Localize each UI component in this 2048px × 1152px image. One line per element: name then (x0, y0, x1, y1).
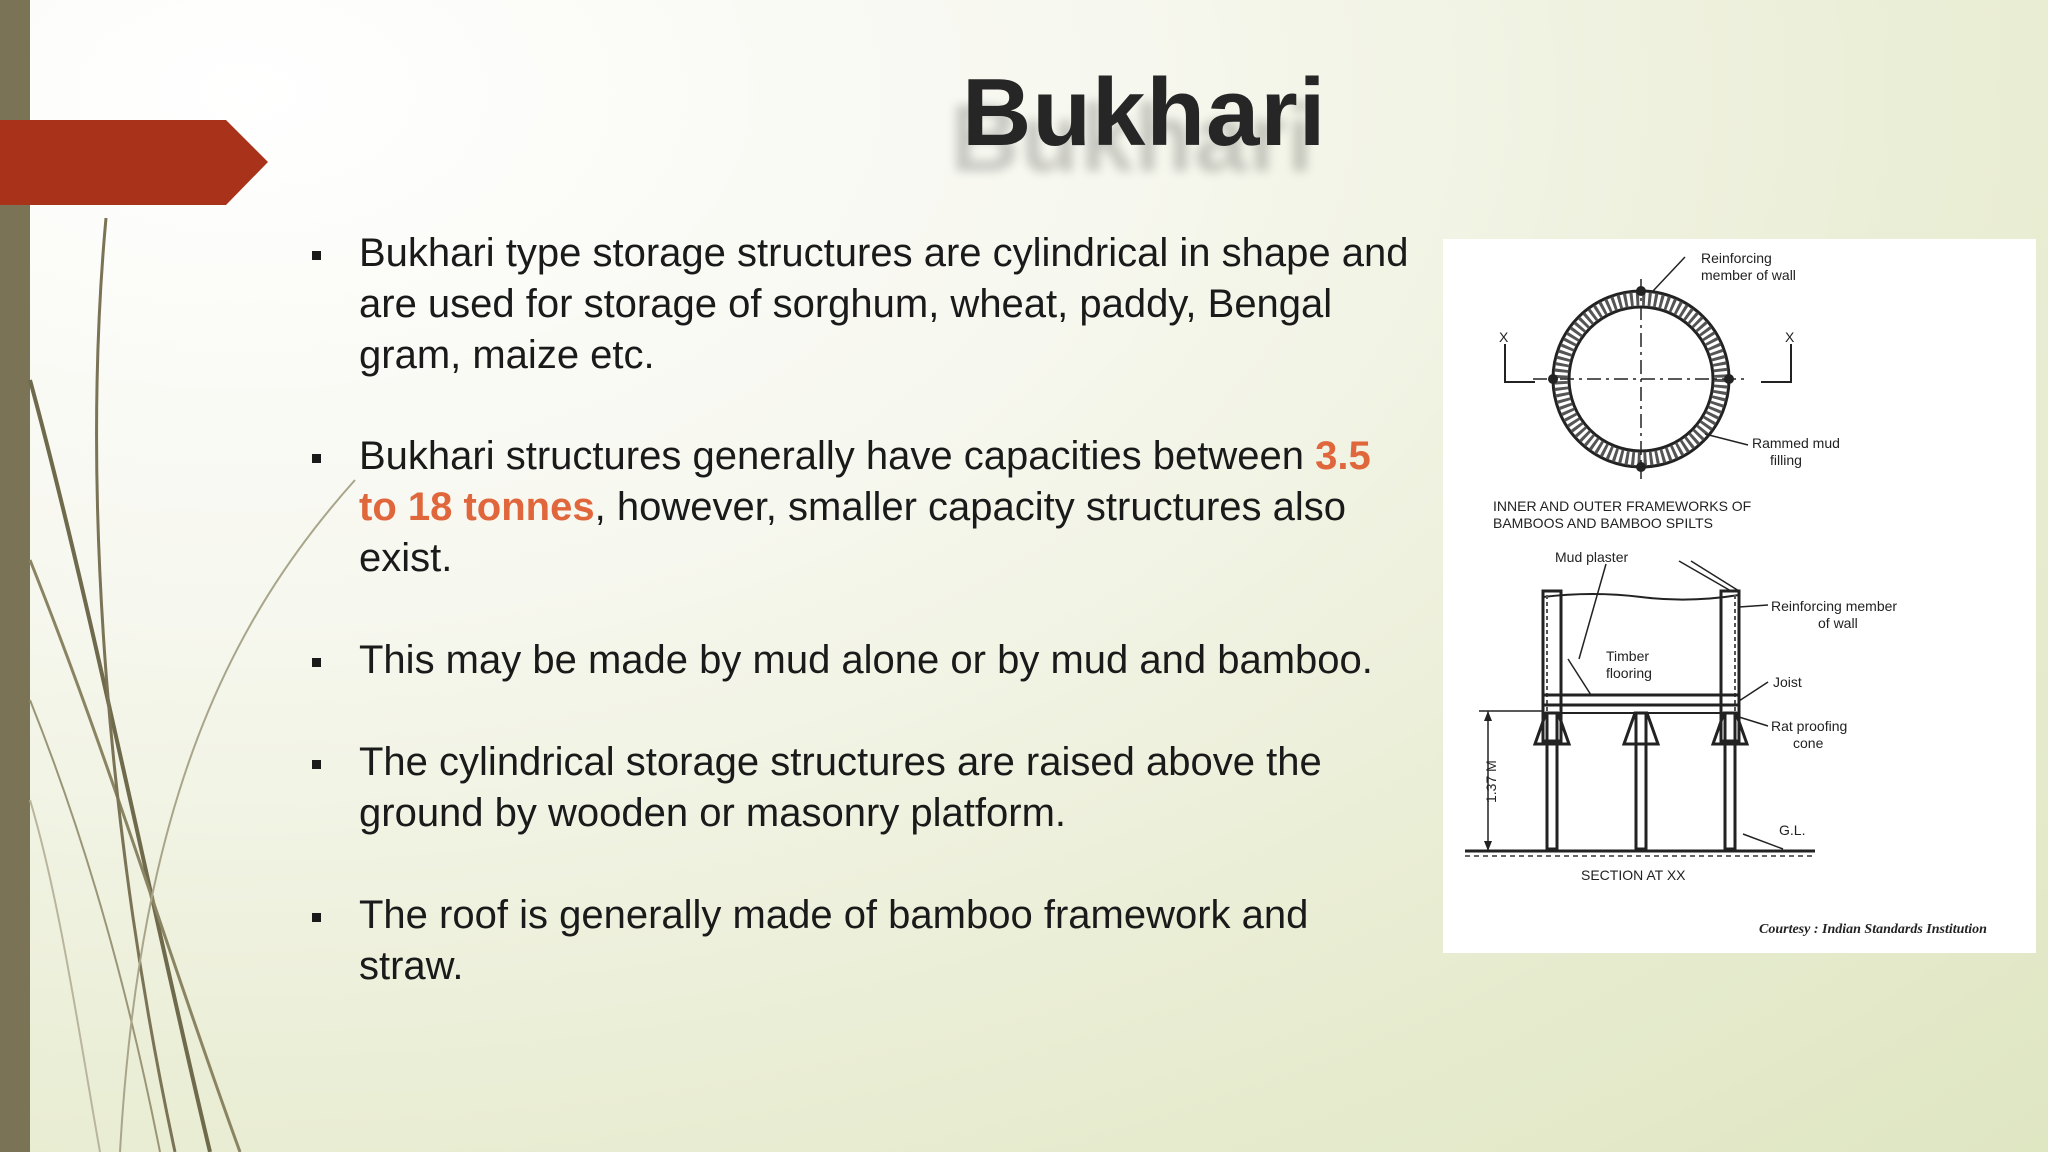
bullet-marker (312, 760, 321, 769)
label-rat-proofing: Rat proofing (1771, 718, 1848, 734)
bullet-marker (312, 454, 321, 463)
bullet-text-start: Bukhari structures generally have capacities between (359, 434, 1316, 478)
title-accent-tab (0, 120, 268, 205)
label-section-mark-left: X (1499, 329, 1509, 345)
label-reinforcing-wall: Reinforcing (1701, 250, 1772, 266)
label-rammed-mud: Rammed mud (1752, 435, 1840, 451)
label-frameworks-2: BAMBOOS AND BAMBOO SPILTS (1493, 515, 1713, 531)
label-reinforcing-wall-2: member of wall (1701, 267, 1796, 283)
bullet-text: The cylindrical storage structures are raised above the ground by wooden or masonry platform. (359, 740, 1322, 835)
bullet-item (310, 890, 1410, 992)
bullet-text: Bukhari type storage structures are cylindrical in shape and are used for storage of sorghum, wheat, paddy, Bengal gram, maize etc. (359, 231, 1409, 377)
label-height: 1.37 M (1483, 760, 1499, 803)
label-rammed-mud-2: filling (1770, 452, 1802, 468)
label-ground-level: G.L. (1779, 822, 1806, 838)
bullet-text: The roof is generally made of bamboo framework and straw. (359, 893, 1309, 988)
bullet-text-end: , however, smaller capacity structures also exist. (359, 485, 1346, 580)
label-timber: Timber (1606, 648, 1650, 664)
section-view (1465, 561, 1815, 856)
bullet-list (310, 228, 1410, 992)
plan-view (1505, 257, 1791, 479)
bullet-item (310, 431, 1410, 584)
capacity-highlight: 3.5 to 18 tonnes (359, 434, 1371, 529)
bullet-marker (312, 251, 321, 260)
bullet-item (310, 228, 1410, 381)
label-frameworks: INNER AND OUTER FRAMEWORKS OF (1493, 498, 1752, 514)
label-joist: Joist (1773, 674, 1802, 690)
slide-title: Bukhari (962, 59, 1327, 166)
label-courtesy: Courtesy : Indian Standards Institution (1759, 922, 1987, 937)
label-timber-2: flooring (1606, 665, 1652, 681)
bukhari-diagram-drawing (1443, 239, 2036, 953)
label-reinforcing-member-2: of wall (1818, 615, 1858, 631)
bullet-item (310, 635, 1410, 686)
label-section-mark-right: X (1785, 329, 1795, 345)
label-rat-proofing-2: cone (1793, 735, 1824, 751)
bullet-marker (312, 913, 321, 922)
bullet-text: This may be made by mud alone or by mud and bamboo. (359, 638, 1373, 682)
bullet-item (310, 737, 1410, 839)
label-mud-plaster: Mud plaster (1555, 549, 1629, 565)
bukhari-diagram (1443, 239, 2036, 953)
label-section: SECTION AT XX (1581, 867, 1686, 883)
label-reinforcing-member: Reinforcing member (1771, 598, 1898, 614)
bullet-marker (312, 658, 321, 667)
